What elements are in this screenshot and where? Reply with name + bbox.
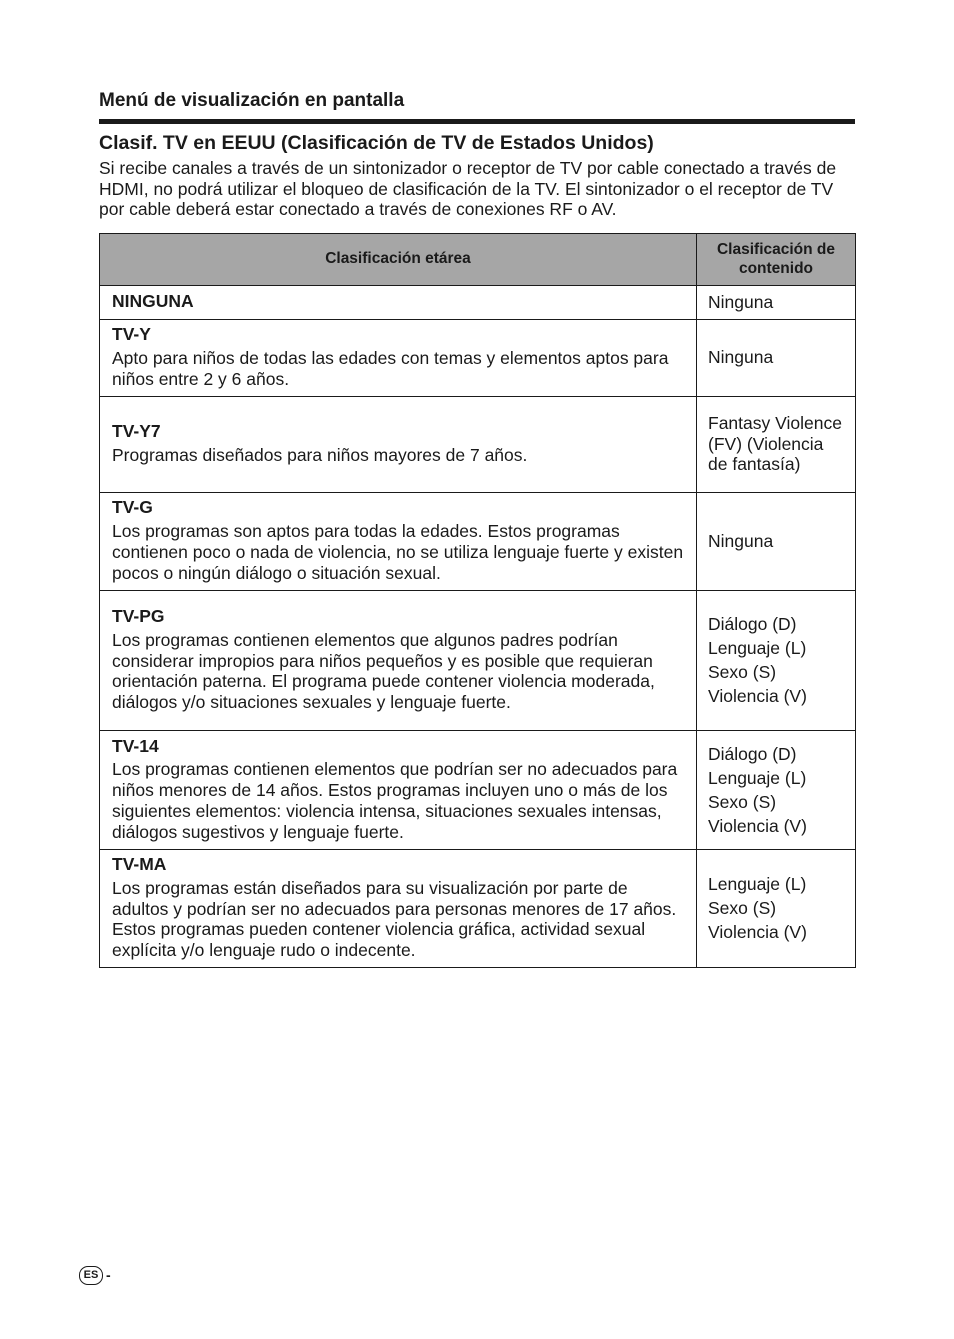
intro-paragraph: Si recibe canales a través de un sintonizador o receptor de TV por cable conectado a través de HDMI, no podrá utilizar el bloqueo de clasificación de la TV. El sintonizador o el receptor de TV por cable deberá estar conectado a través de conexiones RF o AV. [99, 158, 837, 219]
table-header-row [100, 233, 856, 285]
content-cell [697, 849, 856, 967]
content-cell [697, 590, 856, 730]
content-rating: Lenguaje (L) [708, 767, 807, 788]
table-row [100, 730, 856, 849]
ratings-table [99, 233, 856, 968]
content-rating: Diálogo (D) [708, 743, 797, 764]
age-cell [100, 730, 697, 849]
age-cell [100, 285, 697, 319]
age-cell [100, 492, 697, 590]
rating-code: TV-Y [112, 324, 151, 345]
page [99, 88, 855, 968]
rating-code: TV-G [112, 497, 153, 518]
rating-description: Los programas están diseñados para su visualización por parte de adultos y podrían ser no adecuados para personas menores de 17 años. Estos programas pueden contener violencia gráfica, actividad sexual explícita y/o lenguaje rudo o indecente. [112, 877, 677, 961]
page-footer [79, 1266, 111, 1285]
age-cell [100, 849, 697, 967]
content-rating: Sexo (S) [708, 791, 777, 812]
content-rating: Lenguaje (L) [708, 874, 807, 894]
rating-description: Los programas contienen elementos que algunos padres podrían considerar impropios para niños pequeños y es posible que requieran orientación paterna. El programa puede contener violencia moderada, diálogos y/o situaciones sexuales y lenguaje fuerte. [112, 629, 655, 713]
content-cell [697, 396, 856, 492]
content-rating: Sexo (S) [708, 662, 777, 682]
content-rating: Violencia (V) [708, 686, 807, 706]
content-rating: Ninguna [708, 347, 774, 368]
rating-description: Los programas son aptos para todas la edades. Estos programas contienen poco o nada de violencia, no se utiliza lenguaje fuerte y existen pocos o ningún diálogo o situación sexual. [112, 521, 684, 583]
table-row [100, 849, 856, 967]
content-cell [697, 730, 856, 849]
rating-code: TV-MA [112, 854, 167, 874]
content-rating: Sexo (S) [708, 898, 777, 918]
header-content-rating: Clasificación de contenido [697, 233, 856, 285]
language-badge-icon: ES [79, 1266, 103, 1285]
age-cell [100, 590, 697, 730]
table-row [100, 285, 856, 319]
rating-code: TV-Y7 [112, 421, 161, 442]
table-row [100, 492, 856, 590]
rating-code: NINGUNA [112, 291, 194, 312]
header-age-rating: Clasificación etárea [100, 233, 697, 285]
section-header: Menú de visualización en pantalla [99, 88, 855, 124]
page-number-separator: - [106, 1267, 111, 1283]
rating-description: Los programas contienen elementos que podrían ser no adecuados para niños menores de 14 años. Estos programas incluyen uno o más de los siguientes elementos: violencia intensa, situaciones sexuales intensas, diálogos sugestivos y lenguaje fuerte. [112, 759, 678, 842]
content-rating: Fantasy Violence (FV) (Violencia de fantasía) [708, 412, 842, 475]
content-rating: Violencia (V) [708, 922, 807, 942]
content-cell [697, 319, 856, 396]
content-rating: Violencia (V) [708, 815, 807, 836]
table-row [100, 319, 856, 396]
content-rating: Ninguna [708, 530, 774, 551]
rating-code: TV-PG [112, 606, 165, 626]
rating-code: TV-14 [112, 735, 159, 756]
age-cell [100, 319, 697, 396]
content-cell [697, 492, 856, 590]
content-rating: Lenguaje (L) [708, 638, 807, 658]
content-cell [697, 285, 856, 319]
age-cell [100, 396, 697, 492]
rating-description: Apto para niños de todas las edades con temas y elementos aptos para niños entre 2 y 6 años. [112, 348, 669, 389]
rating-description: Programas diseñados para niños mayores de 7 años. [112, 445, 528, 465]
content-rating: Ninguna [708, 291, 774, 312]
content-rating: Diálogo (D) [708, 614, 797, 634]
table-row [100, 590, 856, 730]
table-row [100, 396, 856, 492]
subsection-title: Clasif. TV en EEUU (Clasificación de TV de Estados Unidos) [99, 132, 654, 154]
